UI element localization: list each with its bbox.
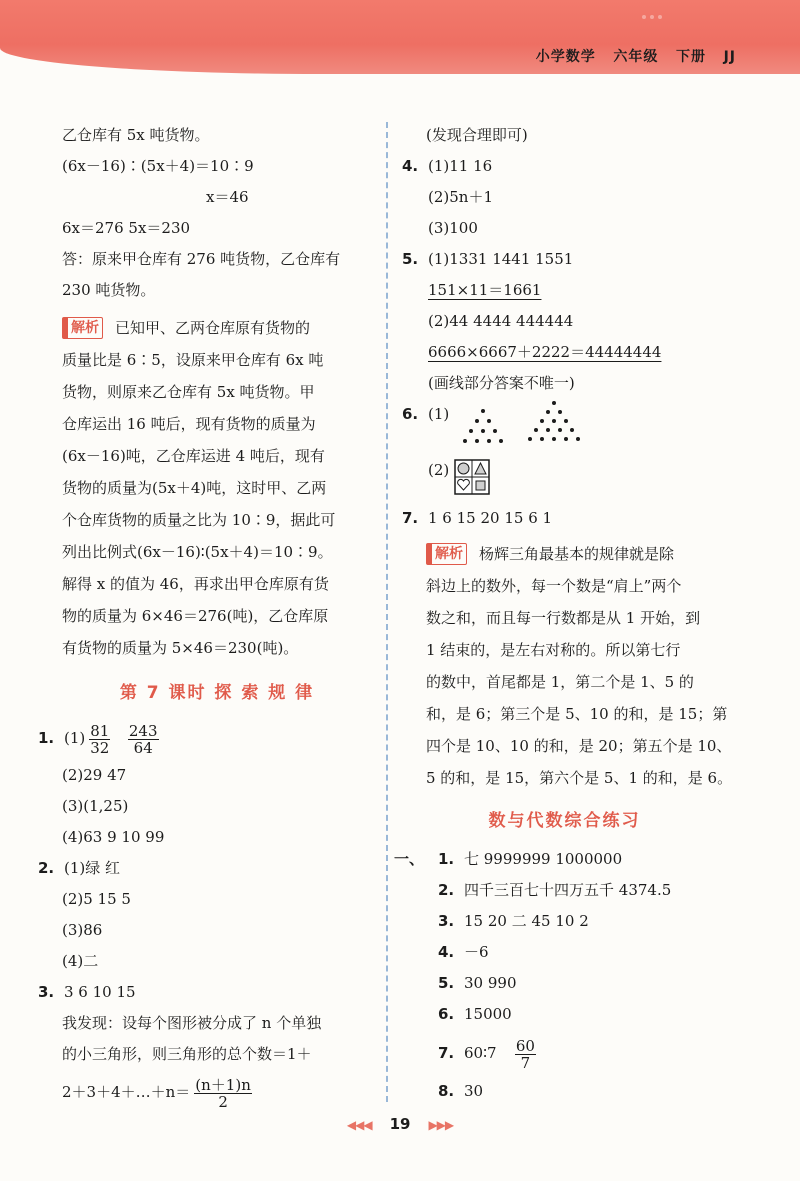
- answer-line: (2)5n＋1: [428, 188, 493, 206]
- item-number: 1.: [438, 850, 455, 868]
- question-number: 4.: [402, 157, 419, 175]
- explanation-line: 仓库运出 16 吨后，现有货物的质量为: [62, 415, 316, 433]
- page-header: [0, 0, 800, 74]
- answer-line: 30: [464, 1082, 484, 1100]
- item-number: 4.: [438, 943, 455, 961]
- question-number: 5.: [402, 250, 419, 268]
- question-6-part2: [402, 455, 727, 499]
- numerator: (n＋1)n: [195, 1075, 251, 1094]
- question-6-part1: [402, 399, 727, 455]
- header-title: 小学数学 六年级 下册 JJ: [535, 49, 736, 65]
- answer-line: (3)(1,25): [62, 797, 129, 815]
- denominator: 32: [90, 738, 110, 757]
- numerator: 243: [128, 721, 158, 740]
- question-number: 1.: [38, 729, 55, 747]
- analysis-badge: 解析: [62, 317, 103, 339]
- answer-line: 15 20 二 45 10 2: [464, 912, 589, 930]
- answer-line: (3)86: [62, 921, 103, 939]
- answer-line: (4)二: [62, 952, 99, 970]
- shape-grid-figure: [454, 459, 490, 495]
- explanation-line: 5 的和，是 15，第六个是 5、1 的和，是 6。: [426, 769, 733, 787]
- section-title: 数与代数综合练习: [488, 811, 641, 831]
- explanation-line: 有货物的质量为 5×46＝230(吨)。: [62, 639, 299, 657]
- explanation-line: 1 结束的，是左右对称的。所以第七行: [426, 641, 681, 659]
- item-number: 7.: [438, 1044, 455, 1062]
- dot-triangle-figure-2: [523, 399, 585, 445]
- right-column: [394, 120, 733, 1107]
- explanation-line: 数之和，而且每一行数都是从 1 开始，到: [426, 609, 701, 627]
- answer-line: 1 6 15 20 15 6 1: [428, 509, 553, 527]
- denominator: 7: [520, 1053, 531, 1072]
- formula-text: 2＋3＋4＋…＋n＝: [62, 1083, 191, 1101]
- part-label: (1): [64, 729, 86, 747]
- explanation-line: 质量比是 6∶5，设原来甲仓库有 6x 吨: [62, 351, 324, 369]
- text-line: 6x＝276 5x＝230: [62, 219, 191, 237]
- explanation-block: [62, 312, 372, 664]
- numerator: 60: [515, 1036, 535, 1055]
- analysis-badge: 解析: [426, 543, 467, 565]
- header-ornament-icon: [640, 12, 668, 22]
- explanation-line: (6x－16)吨，乙仓库运进 4 吨后，现有: [62, 447, 325, 465]
- left-arrows-icon: ◀◀◀: [346, 1118, 372, 1132]
- denominator: 2: [218, 1092, 228, 1111]
- denominator: 64: [133, 738, 153, 757]
- fraction: [128, 723, 159, 756]
- explanation-line: 四个是 10、10 的和，是 20；第五个是 10、: [426, 737, 732, 755]
- explanation-line: 和，是 6；第三个是 5、10 的和，是 15；第: [426, 705, 728, 723]
- explanation-line: 的数中，首尾都是 1，第二个是 1、5 的: [426, 673, 694, 691]
- text-line: (发现合理即可): [426, 126, 528, 144]
- text-line: (6x－16)∶(5x＋4)＝10∶9: [62, 157, 254, 175]
- dot-triangle-figure-1: [458, 407, 508, 453]
- column-divider: [386, 122, 388, 1102]
- question-1: [38, 716, 372, 760]
- answer-line: (3)100: [428, 219, 478, 237]
- answer-line: (1)绿 红: [64, 859, 121, 877]
- explanation-line: 杨辉三角最基本的规律就是除: [479, 545, 675, 563]
- explanation-block: [402, 538, 733, 794]
- item-number: 5.: [438, 974, 455, 992]
- item-number: 6.: [438, 1005, 455, 1023]
- explanation-line: 货物的质量为(5x＋4)吨，这时甲、乙两: [62, 479, 327, 497]
- explanation-line: 货物，则原来乙仓库有 5x 吨货物。甲: [62, 383, 315, 401]
- answer-line: 3 6 10 15: [64, 983, 136, 1001]
- question-number: 6.: [402, 405, 419, 423]
- explanation-line: 列出比例式(6x－16)∶(5x＋4)＝10∶9。: [62, 543, 333, 561]
- answer-line: (2)5 15 5: [62, 890, 131, 908]
- left-column: [38, 120, 372, 1114]
- underlined-answer: 6666×6667＋2222＝44444444: [428, 343, 662, 361]
- question-number: 2.: [38, 859, 55, 877]
- answer-line: 30 990: [464, 974, 517, 992]
- answer-line: 230 吨货物。: [62, 281, 156, 299]
- answer-line: (2)29 47: [62, 766, 127, 784]
- note-line: (画线部分答案不唯一): [428, 374, 575, 392]
- answer-line: 七 9999999 1000000: [464, 850, 623, 868]
- underlined-answer: 151×11＝1661: [428, 281, 542, 299]
- explanation-line: 已知甲、乙两仓库原有货物的: [115, 319, 311, 337]
- explanation-line: 个仓库货物的质量之比为 10∶9，据此可: [62, 511, 336, 529]
- answer-line: (4)63 9 10 99: [62, 828, 165, 846]
- part-label: (2): [428, 461, 450, 479]
- answer-line: 答：原来甲仓库有 276 吨货物，乙仓库有: [62, 250, 341, 268]
- part-number: 一、: [394, 850, 425, 868]
- item-number: 3.: [438, 912, 455, 930]
- page-number: 19: [389, 1115, 411, 1133]
- answer-line: 四千三百七十四万五千 4374.5: [464, 881, 672, 899]
- answer-line: (1)11 16: [428, 157, 493, 175]
- answer-line: －6: [464, 943, 489, 961]
- explanation-line: 解得 x 的值为 46，再求出甲仓库原有货: [62, 575, 329, 593]
- item-number: 8.: [438, 1082, 455, 1100]
- fraction: [194, 1077, 252, 1110]
- fraction: [89, 723, 110, 756]
- part-label: (1): [428, 405, 450, 423]
- item-number: 2.: [438, 881, 455, 899]
- section-title: 第 7 课时 探 索 规 律: [119, 683, 315, 703]
- fraction: [515, 1038, 536, 1071]
- text-line: x＝46: [206, 188, 249, 206]
- answer-line: (1)1331 1441 1551: [428, 250, 574, 268]
- page-footer: [0, 1115, 800, 1133]
- numerator: 81: [90, 721, 110, 740]
- formula-line: [62, 1070, 372, 1114]
- text-line: 我发现：设每个图形被分成了 n 个单独: [62, 1014, 322, 1032]
- answer-line: 60∶7: [464, 1044, 497, 1062]
- right-arrows-icon: ▶▶▶: [428, 1118, 454, 1132]
- explanation-line: 斜边上的数外，每一个数是“肩上”两个: [426, 577, 682, 595]
- text-line: 的小三角形，则三角形的总个数＝1＋: [62, 1045, 312, 1063]
- answer-line: 15000: [464, 1005, 512, 1023]
- question-number: 3.: [38, 983, 55, 1001]
- answer-line: (2)44 4444 444444: [428, 312, 574, 330]
- question-number: 7.: [402, 509, 419, 527]
- text-line: 乙仓库有 5x 吨货物。: [62, 126, 210, 144]
- explanation-line: 物的质量为 6×46＝276(吨)，乙仓库原: [62, 607, 329, 625]
